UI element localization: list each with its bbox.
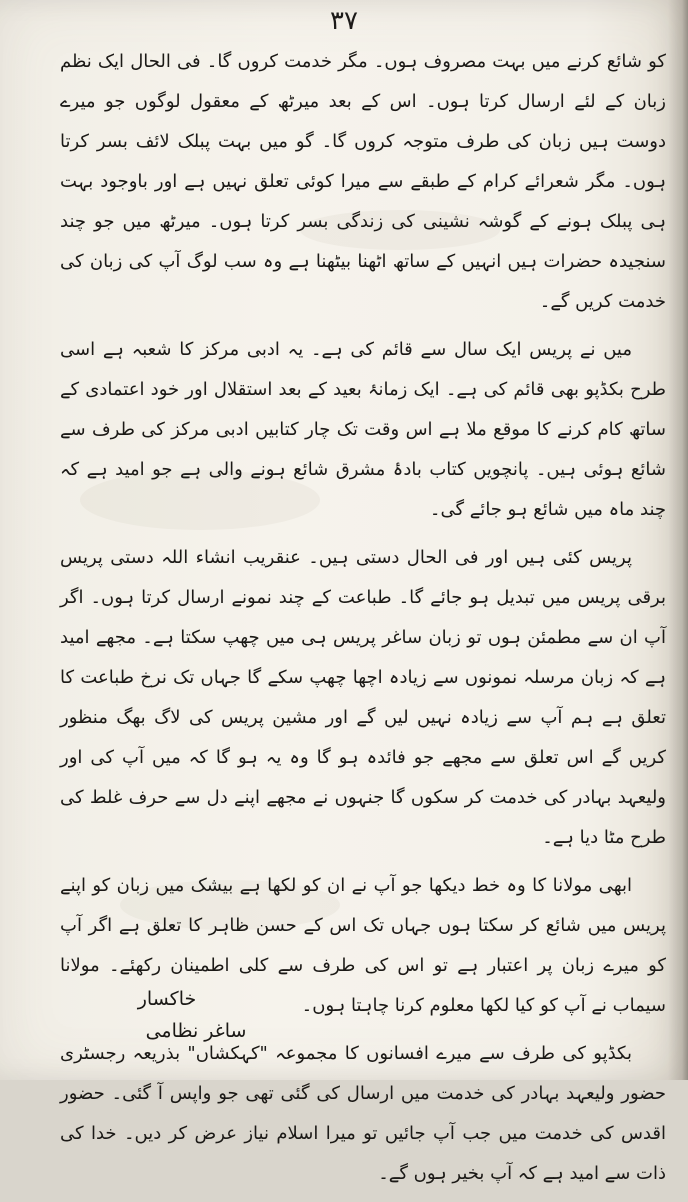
paragraph-4: ابھی مولانا کا وہ خط دیکھا جو آپ نے ان کو لکھا ہے بیشک میں زبان کو اپنے پریس میں شائع کر سکتا ہوں جہاں تک اس کے حسن ظاہر کا تعلق ہے اگر آپ کو میرے زبان پر اعتبار ہے تو اس کی طرف سے کلی اطمینان رکھئے۔ مولانا سیماب نے آپ کو کیا لکھا معلوم کرنا چاہتا ہوں۔ — [60, 875, 666, 1016]
paragraph-2: میں نے پریس ایک سال سے قائم کی ہے۔ یہ ادبی مرکز کا شعبہ ہے اسی طرح بکڈپو بھی قائم کی ہے۔ ایک زمانۂ بعید کے بعد استقلال اور خود اعتمادی کے ساتھ کام کرنے کا موقع ملا ہے اس وقت تک چار کتابیں ادبی مرکز کی طرف سے شائع ہوئی ہیں۔ پانچویں کتاب بادۂ مشرق شائع ہونے والی ہے جو امید ہے کہ چند ماہ میں شائع ہو جائے گی۔ — [60, 339, 666, 520]
paragraph-3: پریس کئی ہیں اور فی الحال دستی ہیں۔ عنقریب انشاء اللہ دستی پریس برقی پریس میں تبدیل ہو جائے گا۔ طباعت کے چند نمونے ارسال کرتا ہوں۔ اگر آپ ان سے مطمئن ہوں تو زبان ساغر پریس ہی میں چھپ سکتا ہے۔ مجھے امید ہے کہ زبان مرسلہ نمونوں سے زیادہ اچھا چھپ سکے گا جہاں تک نرخ طباعت کا تعلق ہے ہم آپ سے زیادہ نہیں لیں گے اور مشین پریس کی لاگ بھگ منظور کریں گے اس تعلق سے مجھے جو فائدہ ہو گا وہ یہ ہو گا کہ میں آپ کی اور ولیعہد بہادر کی خدمت کر سکوں گا جنہوں نے مجھے اپنے دل سے حرف غلط کی طرح مٹا دیا ہے۔ — [60, 547, 666, 848]
signoff-text: خاکسار — [137, 988, 197, 1010]
page-number: ۳۷ — [330, 6, 358, 36]
page-edge-shadow — [668, 0, 688, 1080]
paragraph-1: کو شائع کرنے میں بہت مصروف ہوں۔ مگر خدمت کروں گا۔ فی الحال ایک نظم زبان کے لئے ارسال کرتا ہوں۔ اس کے بعد میرٹھ کے معقول لوگوں جو میرے دوست ہیں زبان کی طرف متوجہ کروں گا۔ گو میں بہت پبلک لائف بسر کرتا ہوں۔ مگر شعرائے کرام کے طبقے سے میرا کوئی تعلق نہیں ہے اور باوجود بہت ہی پبلک ہونے کے گوشہ نشینی کی زندگی بسر کرتا ہوں۔ میرٹھ میں جو چند سنجیدہ حضرات ہیں انہیں کے ساتھ اٹھنا بیٹھنا ہے وہ سب لوگ آپ کی زبان کی خدمت کریں گے۔ — [60, 51, 666, 312]
paragraph-5: بکڈپو کی طرف سے میرے افسانوں کا مجموعہ "کہکشاں" بذریعہ رجسٹری حضور ولیعہد بہادر کی خدمت میں ارسال کی گئی تھی جو واپس آ گئی۔ حضور اقدس کی خدمت میں جب آپ جائیں تو میرا اسلام نیاز عرض کر دیں۔ خدا کی ذات سے امید ہے کہ آپ بخیر ہوں گے۔ — [60, 1043, 666, 1184]
signature-name: ساغر نظامی — [145, 1020, 247, 1042]
